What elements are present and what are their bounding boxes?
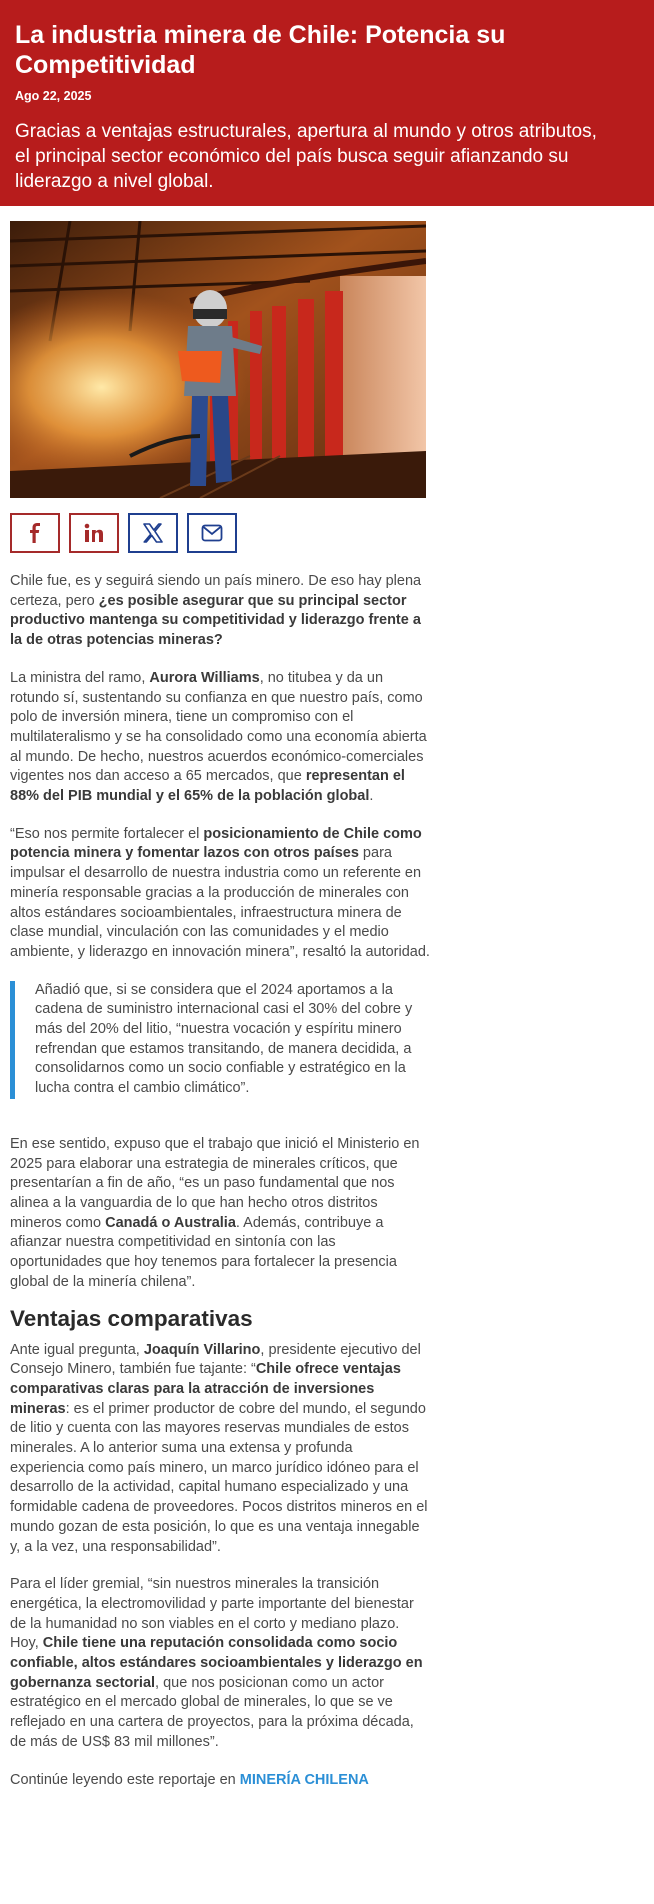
text: : es el primer productor de cobre del mundo, el segundo de litio y cuenta con las mayores reservas mundiales de estos minerales. A lo anterior suma una extensa y profunda experiencia como país minero, un marco jurídico idóneo para el desarrollo de la actividad, capital humano especializado y una formidable cadena de proveedores. Pocos distritos mineros en el mundo gozan de esta posición, lo que es una ventaja innegable y, a la vez, una responsabilidad”. [10,1400,428,1555]
text: para impulsar el desarrollo de nuestra industria como un referente en minería responsable gracias a la producción de minerales con altos estándares socioambientales, infraestructura minera de clase mundial, vinculación con las comunidades y el medio ambiente, y liderazgo en innovación minera”, resaltó la autoridad. [10,845,430,960]
x-icon [143,523,163,543]
paragraph-strategy [10,1135,430,1293]
bold-text: representan el 88% del PIB mundial y el 65% de la población global [10,768,405,805]
text: . [369,788,374,805]
text: , no titubea y da un rotundo sí, sustentando su confianza en que nuestro país, como polo de inversión minera, tiene un compromiso con el multilateralismo y se ha consolidado como una economía abierta al mundo. De hecho, nuestros acuerdos económico-comerciales vigentes nos dan acceso a 65 mercados, que [10,669,427,785]
bold-text: Canadá o Australia [105,1214,236,1231]
text: Para el líder gremial, “sin nuestros minerales la transición energética, la electromovilidad y parte importante del bienestar de la humanidad no son viables en el corto y mediano plazo. Hoy, [10,1576,414,1652]
paragraph-leader [10,1575,430,1752]
person-name: Joaquín Villarino [143,1341,261,1358]
text: , presidente ejecutivo del Consejo Minero, también fue tajante: “ [10,1341,421,1378]
bold-text: posicionamiento de Chile como potencia minera y fomentar lazos con otros países [10,825,422,862]
facebook-icon [26,523,44,543]
blockquote-text: Añadió que, si se considera que el 2024 aportamos a la cadena de suministro internacional casi el 30% del cobre y más del 20% del litio, “nuestra vocación y espíritu minero refrendan que estamos transitando, de manera decidida, a consolidarnos como un socio confiable y estratégico en la lucha contra el cambio climático”. [35,981,413,1097]
text: Chile fue, es y seguirá siendo un país minero. De eso hay plena certeza, pero [10,573,422,609]
bold-text: Chile tiene una reputación consolidada como socio confiable, altos estándares socioambientales y liderazgo en gobernanza sectorial [10,1635,423,1691]
article-photo [10,221,426,498]
bold-text: ¿es posible asegurar que su principal sector productivo mantenga su competitividad y liderazgo frente a la de otras potencias mineras? [10,592,421,649]
paragraph-minister [10,669,430,807]
article-title: La industria minera de Chile: Potencia su Competitividad [15,21,506,79]
paragraph-quote-authority [10,825,430,963]
share-facebook-button[interactable] [10,513,60,553]
bold-text: Chile ofrece ventajas comparativas claras para la atracción de inversiones mineras [10,1361,401,1417]
article-subtitle: Gracias a ventajas estructurales, apertura al mundo y otros atributos, el principal sector económico del país busca seguir afianzando su liderazgo a nivel global. [15,121,597,192]
text: Ante igual pregunta, [10,1341,144,1358]
blockquote [10,981,430,1099]
text: La ministra del ramo, [10,669,150,686]
text: “Eso nos permite fortalecer el [10,825,204,842]
paragraph-villarino [10,1341,430,1558]
share-email-button[interactable] [187,513,237,553]
mineria-chilena-link[interactable]: MINERÍA CHILENA [239,1771,369,1788]
share-linkedin-button[interactable] [69,513,119,553]
continue-text: Continúe leyendo este reportaje en [10,1771,240,1788]
share-x-button[interactable] [128,513,178,553]
mail-icon [201,524,223,542]
text: En ese sentido, expuso que el trabajo que inició el Ministerio en 2025 para elaborar una estrategia de minerales críticos, que presentarían a fin de año, “es un paso fundamental que nos alinea a la vanguardia de lo que han hecho otros distritos mineros como [10,1135,420,1231]
person-name: Aurora Williams [149,669,260,686]
text: , que nos posicionan como un actor estratégico en el mercado global de minerales, lo que se ve reflejado en una cartera de proyectos, para la próxima década, de más de US$ 83 mil millones”. [10,1674,414,1750]
text: . Además, contribuye a afianzar nuestra competitividad en sintonía con las oportunidades que hoy tenemos para fortalecer la presencia global de la minería chilena”. [10,1214,397,1290]
continue-reading [10,1771,430,1791]
section-heading: Ventajas comparativas [10,1305,253,1331]
article-header [0,0,654,206]
article-body [10,572,430,1808]
article-date: Ago 22, 2025 [15,89,92,103]
paragraph-intro [10,572,430,651]
linkedin-icon [84,523,104,543]
